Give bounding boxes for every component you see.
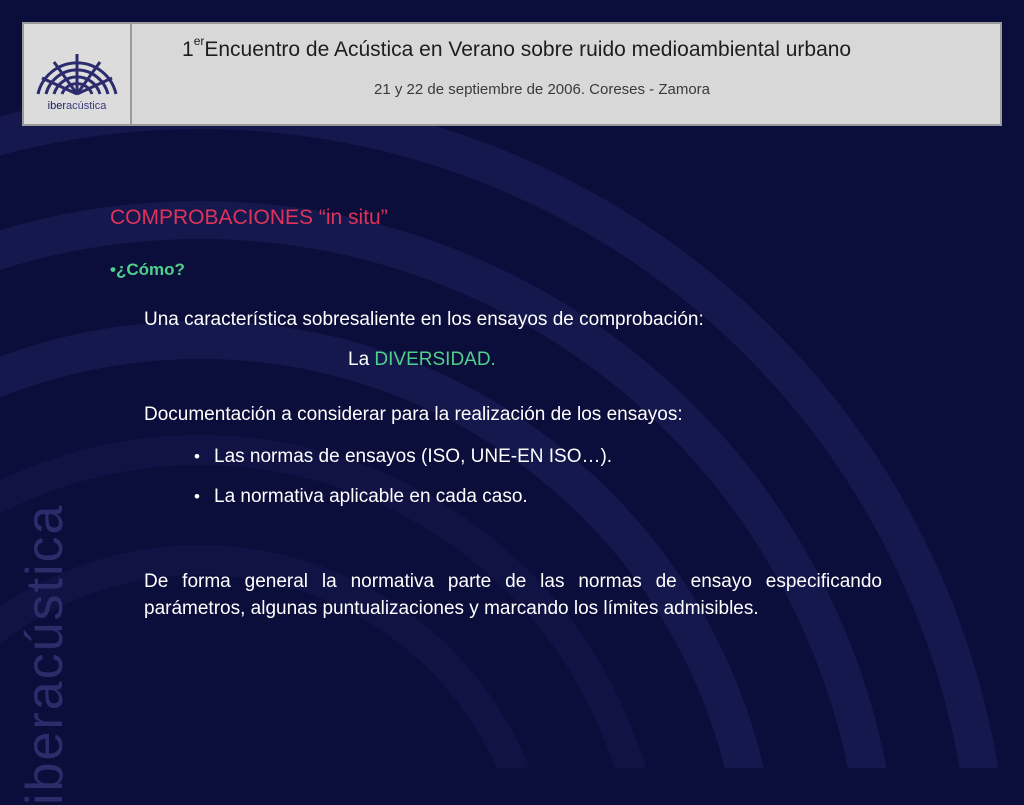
- paragraph: De forma general la normativa parte de las normas de ensayo especificando parámetros, algunas puntualizaciones y marcando los límites admisibles.: [144, 571, 882, 619]
- arcs-logo-icon: [34, 34, 120, 98]
- bullet-como: •¿Cómo?: [110, 260, 185, 279]
- text-line-1: Una característica sobresaliente en los ensayos de comprobación:: [144, 309, 704, 330]
- logo-wordmark: iberacústica: [47, 100, 107, 112]
- list-item: • La normativa aplicable en cada caso.: [194, 486, 528, 507]
- side-watermark: iberacústica: [16, 503, 74, 805]
- event-title: 1erEncuentro de Acústica en Verano sobre ruido medioambiental urbano: [182, 34, 852, 61]
- bullet-dot-icon: •: [194, 447, 200, 466]
- event-subtitle: 21 y 22 de septiembre de 2006. Coreses - Zamora: [374, 81, 711, 98]
- text-line-3: Documentación a considerar para la realización de los ensayos:: [144, 404, 683, 425]
- list-item: • Las normas de ensayos (ISO, UNE-EN ISO…).: [194, 446, 613, 467]
- logo: [24, 24, 132, 124]
- slide-title: COMPROBACIONES “in situ”: [110, 206, 388, 229]
- bullet-dot-icon: •: [194, 487, 200, 506]
- text-line-2: La DIVERSIDAD.: [348, 349, 496, 370]
- header-banner: [22, 22, 1002, 126]
- highlight-diversidad: DIVERSIDAD.: [374, 349, 496, 370]
